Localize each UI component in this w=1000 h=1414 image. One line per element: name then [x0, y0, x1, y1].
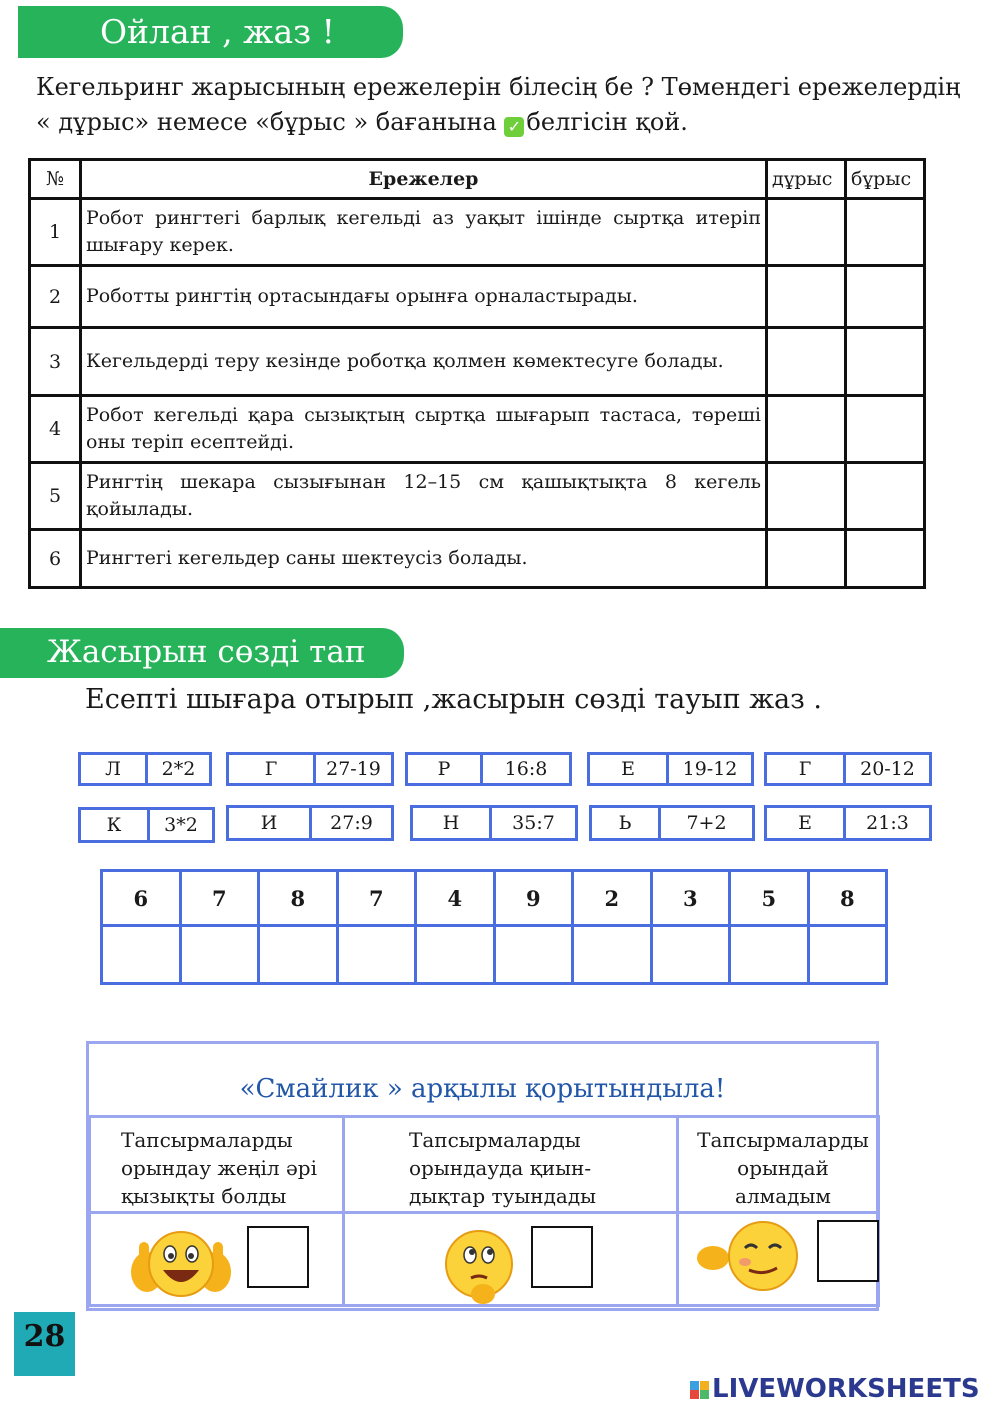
row-number: 5: [30, 463, 81, 530]
clue-expression: 3*2: [164, 814, 198, 836]
answer-letter-input[interactable]: [808, 926, 887, 984]
clue-letter: Л: [81, 755, 148, 783]
correct-cell[interactable]: [767, 199, 846, 266]
clue-letter: Г: [229, 755, 316, 783]
clue-card: [589, 805, 755, 841]
clue-card: [78, 807, 215, 843]
answer-number: 9: [494, 871, 573, 926]
answer-number: 8: [808, 871, 887, 926]
clue-card: [226, 752, 394, 786]
clue-card: [764, 752, 932, 786]
answer-letter-input[interactable]: [494, 926, 573, 984]
smiley-table: [88, 1115, 880, 1307]
clue-letter: Г: [767, 755, 846, 783]
rules-table: [28, 158, 926, 589]
answer-number: 8: [259, 871, 338, 926]
answer-letter-input[interactable]: [102, 926, 181, 984]
answer-letter-input[interactable]: [337, 926, 416, 984]
option-caption: Тапсырмаларды орындау жеңіл әрі қызықты болды: [90, 1117, 344, 1213]
clue-card: [226, 805, 394, 841]
page-number: 28: [14, 1312, 75, 1376]
rule-text: Кегельдерді теру кезінде роботқа қолмен көмектесуге болады.: [81, 328, 767, 396]
clue-letter: Р: [408, 755, 483, 783]
logo-squares-icon: [690, 1381, 712, 1399]
clue-expression: 7+2: [686, 812, 727, 834]
table-row: [30, 396, 925, 463]
answer-letter-input[interactable]: [573, 926, 652, 984]
clue-card: [764, 805, 932, 841]
row-number: 2: [30, 266, 81, 328]
smiley-title: «Смайлик » арқылы қорытындыла!: [239, 1074, 726, 1104]
row-number: 3: [30, 328, 81, 396]
answer-number: 2: [573, 871, 652, 926]
option-emoji-cell: [344, 1213, 678, 1306]
correct-cell[interactable]: [767, 328, 846, 396]
wrong-cell[interactable]: [846, 199, 925, 266]
section-banner-hidden-word: Жасырын сөзді тап: [0, 628, 404, 678]
answer-letter-input[interactable]: [651, 926, 730, 984]
smiley-choice-box-easy[interactable]: [247, 1226, 309, 1288]
clue-card: [410, 805, 578, 841]
clue-letter: Ь: [592, 808, 661, 838]
col-header-num: №: [30, 160, 81, 199]
clue-expression: 20-12: [860, 758, 915, 780]
answer-number: 7: [180, 871, 259, 926]
correct-cell[interactable]: [767, 396, 846, 463]
intro-part2: белгісін қой.: [526, 108, 688, 136]
brand-text: LIVEWORKSHEETS: [712, 1374, 980, 1404]
clue-expression: 35:7: [512, 812, 555, 834]
option-emoji-cell: [678, 1213, 879, 1306]
answer-letter-input[interactable]: [259, 926, 338, 984]
thinking-smiley-icon: [443, 1228, 515, 1306]
clue-expression: 27:9: [330, 812, 373, 834]
clue-expression: 27-19: [326, 758, 381, 780]
rule-text: Рингтің шекара сызығынан 12–15 см қашықтықта 8 кегель қойылады.: [81, 463, 767, 530]
row-number: 4: [30, 396, 81, 463]
rule-text: Робот рингтегі барлық кегельді аз уақыт ішінде сыртқа итеріп шығару керек.: [81, 199, 767, 266]
smiley-choice-box-could-not[interactable]: [817, 1220, 879, 1282]
clue-letter: И: [229, 808, 312, 838]
clue-expression: 2*2: [161, 758, 196, 780]
answer-grid: [100, 869, 888, 985]
wrong-cell[interactable]: [846, 463, 925, 530]
answer-letter-row: [102, 926, 887, 984]
clue-expression: 16:8: [504, 758, 548, 780]
intro-text: [36, 70, 976, 140]
correct-cell[interactable]: [767, 266, 846, 328]
intro-part1: Кегельринг жарысының ережелерін білесің бе ? Төмендегі ережелердің « дұрыс» немесе «бұрыс » бағанына: [36, 73, 961, 136]
correct-cell[interactable]: [767, 530, 846, 588]
answer-letter-input[interactable]: [180, 926, 259, 984]
answer-number-row: [102, 871, 887, 926]
clue-card: [405, 752, 572, 786]
wrong-cell[interactable]: [846, 396, 925, 463]
table-row: [30, 328, 925, 396]
col-header-correct: дұрыс: [767, 160, 846, 199]
answer-letter-input[interactable]: [416, 926, 495, 984]
smiley-choice-box-difficult[interactable]: [531, 1226, 593, 1288]
rule-text: Роботты рингтің ортасындағы орынға орналастырады.: [81, 266, 767, 328]
clue-letter: Е: [590, 755, 669, 783]
answer-number: 4: [416, 871, 495, 926]
table-row: [30, 266, 925, 328]
wrong-cell[interactable]: [846, 328, 925, 396]
row-number: 6: [30, 530, 81, 588]
checkmark-icon: ✓: [504, 117, 524, 137]
table-row: [30, 530, 925, 588]
rule-text: Рингтегі кегельдер саны шектеусіз болады.: [81, 530, 767, 588]
option-emoji-cell: [90, 1213, 344, 1306]
option-caption: Тапсырмаларды орындауда қиын- дықтар туындады: [344, 1117, 678, 1213]
wrong-cell[interactable]: [846, 266, 925, 328]
clue-expression: 21:3: [866, 812, 909, 834]
answer-number: 7: [337, 871, 416, 926]
option-caption: Тапсырмаларды орындай алмадым: [678, 1117, 879, 1213]
col-header-rules: Ережелер: [81, 160, 767, 199]
liveworksheets-logo: [690, 1374, 980, 1404]
clue-card: [587, 752, 754, 786]
clue-expression: 19-12: [682, 758, 738, 780]
hidden-word-instruction: Есепті шығара отырып ,жасырын сөзді тауып жаз .: [85, 684, 823, 715]
answer-number: 5: [730, 871, 809, 926]
table-row: [30, 463, 925, 530]
rule-text: Робот кегельді қара сызықтың сыртқа шығарып тастаса, төреші оны теріп есептейді.: [81, 396, 767, 463]
table-row: [30, 199, 925, 266]
answer-number: 3: [651, 871, 730, 926]
answer-number: 6: [102, 871, 181, 926]
clue-letter: Н: [413, 808, 492, 838]
wrong-cell[interactable]: [846, 530, 925, 588]
thumbs-up-smiley-icon: [125, 1228, 237, 1298]
embarrassed-smiley-icon: [693, 1220, 803, 1292]
clue-letter: К: [81, 810, 150, 840]
section-banner-think-write: Ойлан , жаз !: [18, 6, 403, 58]
clue-letter: Е: [767, 808, 846, 838]
row-number: 1: [30, 199, 81, 266]
answer-letter-input[interactable]: [730, 926, 809, 984]
clue-card: [78, 752, 212, 786]
correct-cell[interactable]: [767, 463, 846, 530]
col-header-wrong: бұрыс: [846, 160, 925, 199]
